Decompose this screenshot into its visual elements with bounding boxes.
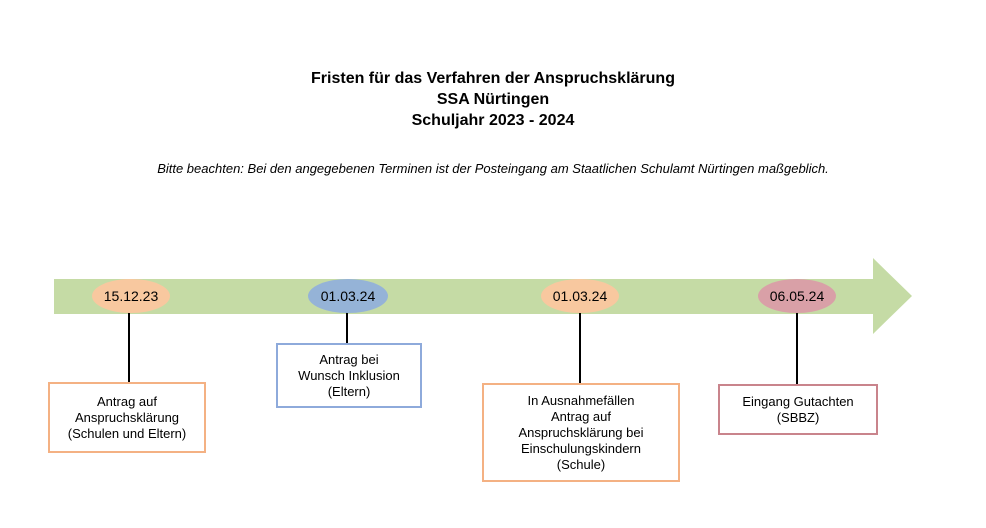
milestone-date-1-label: 15.12.23 xyxy=(103,288,159,304)
milestone-date-2 xyxy=(308,279,388,313)
milestone-date-4 xyxy=(758,279,836,313)
milestone-date-3 xyxy=(541,279,619,313)
box-3-line-5: (Schule) xyxy=(556,456,606,472)
box-3-line-2: Antrag auf xyxy=(551,408,611,424)
box-4-line-1: Eingang Gutachten xyxy=(742,393,854,409)
box-3-line-4: Einschulungskindern xyxy=(521,440,641,456)
connector-line-3 xyxy=(579,312,581,384)
connector-line-1 xyxy=(128,312,130,383)
box-1-line-1: Antrag auf xyxy=(97,393,157,409)
box-1-line-3: (Schulen und Eltern) xyxy=(67,425,187,441)
box-3-line-3: Anspruchsklärung bei xyxy=(518,424,644,440)
title-line-3: Schuljahr 2023 - 2024 xyxy=(411,112,575,129)
box-2-line-3: (Eltern) xyxy=(327,383,371,399)
connector-line-4 xyxy=(796,312,798,385)
title-line-1: Fristen für das Verfahren der Anspruchsklärung xyxy=(311,70,675,87)
milestone-box-1 xyxy=(48,382,206,453)
box-2-line-1: Antrag bei xyxy=(319,351,379,367)
box-4-line-2: (SBBZ) xyxy=(776,409,820,425)
note-text: Bitte beachten: Bei den angegebenen Terminen ist der Posteingang am Staatlichen Schulamt Nürtingen maßgeblich. xyxy=(157,161,829,176)
box-2-line-2: Wunsch Inklusion xyxy=(298,367,400,383)
milestone-box-3 xyxy=(482,383,680,482)
box-1-line-2: Anspruchsklärung xyxy=(74,409,180,425)
milestone-date-3-label: 01.03.24 xyxy=(552,288,608,304)
milestone-date-4-label: 06.05.24 xyxy=(769,288,825,304)
milestone-date-1 xyxy=(92,279,170,313)
milestone-box-2 xyxy=(276,343,422,408)
connector-line-2 xyxy=(346,312,348,344)
milestone-box-4 xyxy=(718,384,878,435)
title-line-2: SSA Nürtingen xyxy=(436,91,550,108)
milestone-date-2-label: 01.03.24 xyxy=(320,288,376,304)
box-3-line-1: In Ausnahmefällen xyxy=(527,392,635,408)
